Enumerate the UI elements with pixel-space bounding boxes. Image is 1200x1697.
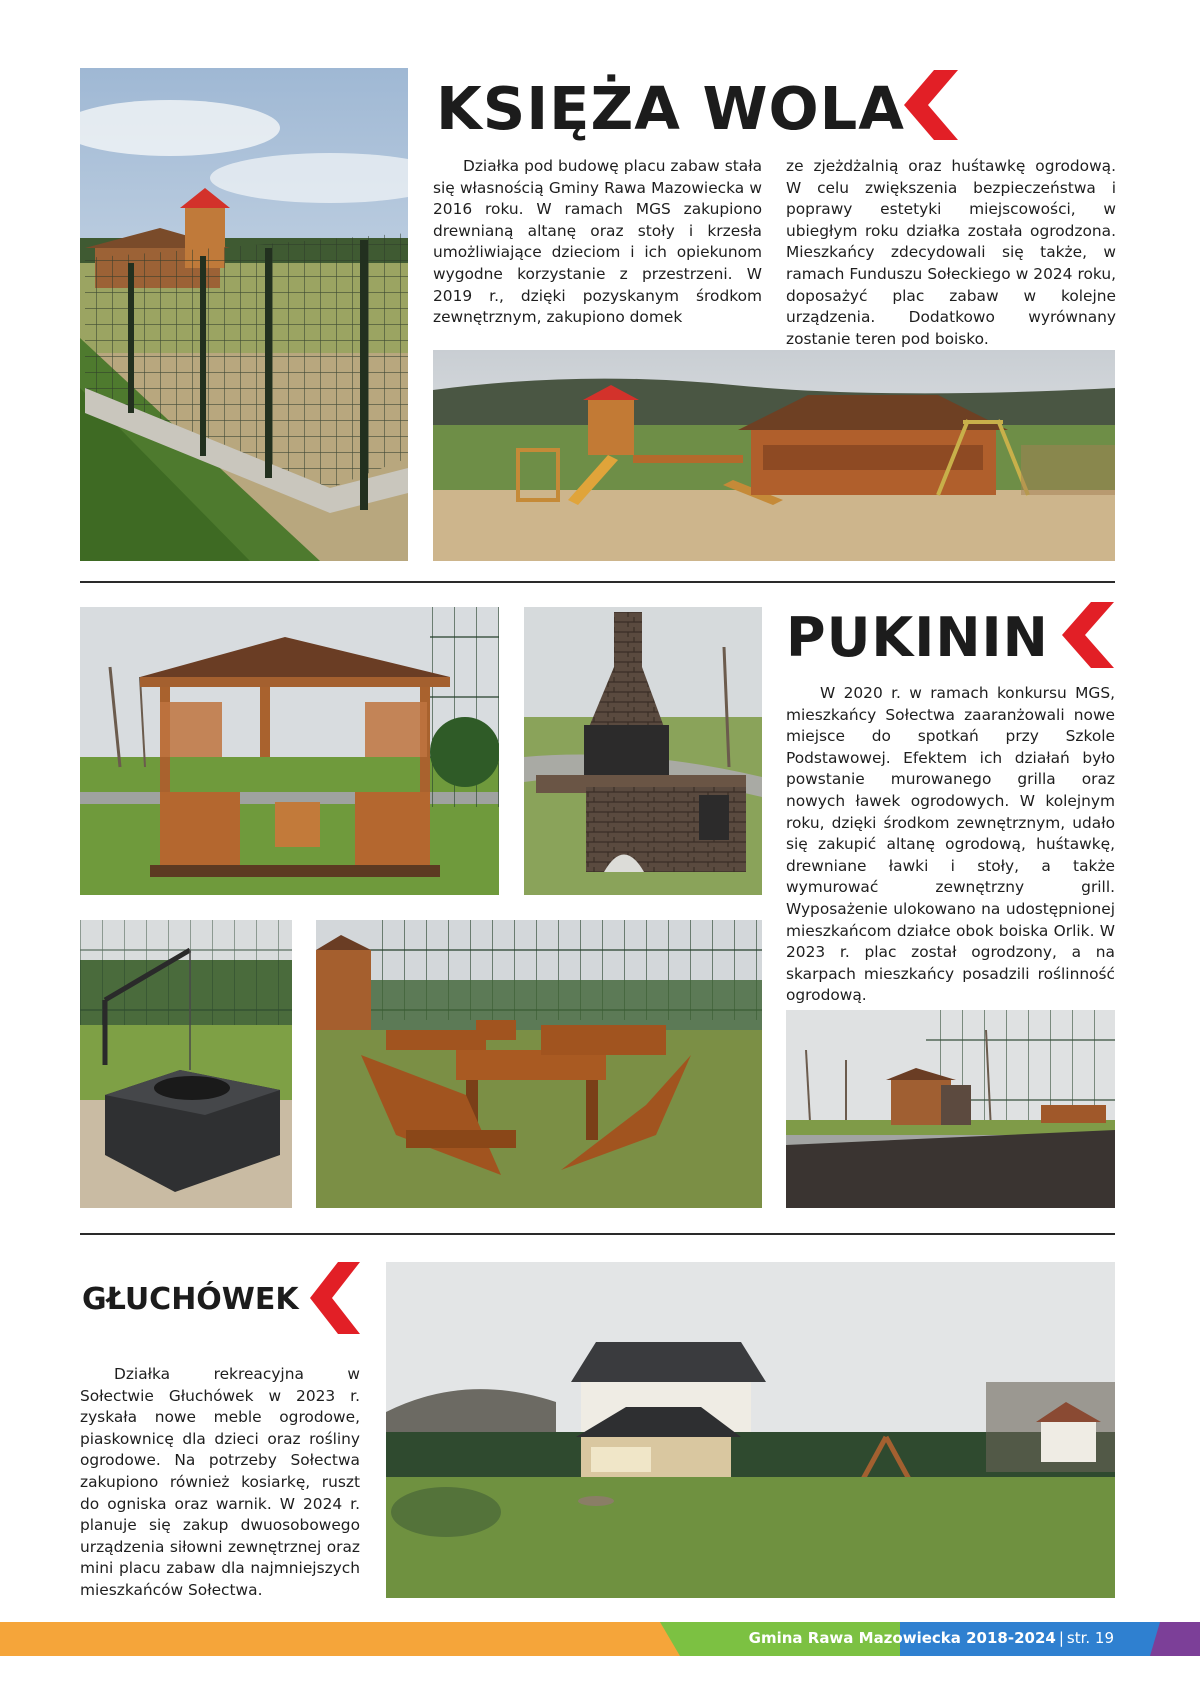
chevron-left-icon bbox=[1062, 602, 1114, 668]
photo-recreation-plot bbox=[386, 1262, 1115, 1598]
photo-gazebo bbox=[80, 607, 499, 895]
footer-publication: Gmina Rawa Mazowiecka 2018-2024 bbox=[748, 1629, 1056, 1647]
chevron-left-icon bbox=[310, 1262, 360, 1334]
pukinin-text: W 2020 r. w ramach konkursu MGS, mieszkańcy Sołectwa zaaranżowali nowe miejsce do spotkań przy Szkole Podstawowej. Efektem ich działań było powstanie murowanego grilla oraz nowych ławek ogrodowych. W kolejnym roku, dzięki środkom zewnętrznym, udało się zakupić altanę ogrodową, huśtawkę, drewniane ławki i stoły, a także wymurować zewnętrzny grill. Wyposażenie ulokowano na udostępnionej mieszkańcom działce obok boiska Orlik. W 2023 r. plac został ogrodzony, a na skarpach mieszkańcy posadzili roślinność ogrodową. bbox=[786, 684, 1115, 1005]
ksieza-wola-text-col1: Działka pod budowę placu zabaw stała się własnością Gminy Rawa Mazowiecka w 2016 roku. W ramach MGS zakupiono drewnianą altanę oraz stoły i krzesła umożliwiające dzieciom i ich opiekunom wygodne korzystanie z przestrzeni. W 2019 r., dzięki pozyskanym środkom zewnętrznym, zakupiono domek bbox=[433, 157, 762, 327]
photo-fire-pit bbox=[80, 920, 292, 1208]
gluchowek-text: Działka rekreacyjna w Sołectwie Głuchówek w 2023 r. zyskała nowe meble ogrodowe, piaskownicę dla dzieci oraz rośliny ogrodowe. Na potrzeby Sołectwa zakupiono również kosiarkę, ruszt do ogniska oraz warnik. W 2024 r. planuje się zakup dwuosobowego urządzenia siłowni zewnętrznej oraz mini placu zabaw dla najmniejszych mieszkańców Sołectwa. bbox=[80, 1365, 360, 1599]
photo-playground-fence bbox=[80, 68, 408, 561]
photo-brick-grill bbox=[524, 607, 762, 895]
footer-separator: | bbox=[1058, 1629, 1064, 1647]
page-number: str. 19 bbox=[1066, 1629, 1114, 1647]
ksieza-wola-text-col2: ze zjeżdżalnią oraz huśtawkę ogrodową. W celu zwiększenia bezpieczeństwa i poprawy estetyki miejscowości, w ubiegłym roku działka została ogrodzona. Mieszkańcy zdecydowali się także, w ramach Funduszu Sołeckiego w 2024 roku, doposażyć plac zabaw w kolejne urządzenia. Dodatkowo wyrównany zostanie teren pod boisko. bbox=[786, 157, 1116, 348]
chevron-left-icon bbox=[904, 70, 958, 140]
footer-caption bbox=[749, 1629, 1114, 1647]
section-divider bbox=[80, 581, 1115, 583]
section-divider bbox=[80, 1233, 1115, 1235]
photo-playground-field bbox=[433, 350, 1115, 561]
heading-ksieza-wola: KSIĘŻA WOLA bbox=[436, 74, 905, 143]
photo-wooden-benches bbox=[316, 920, 762, 1208]
photo-orlik-park bbox=[786, 1010, 1115, 1208]
heading-pukinin: PUKININ bbox=[786, 606, 1049, 669]
heading-gluchowek: GŁUCHÓWEK bbox=[82, 1282, 299, 1317]
